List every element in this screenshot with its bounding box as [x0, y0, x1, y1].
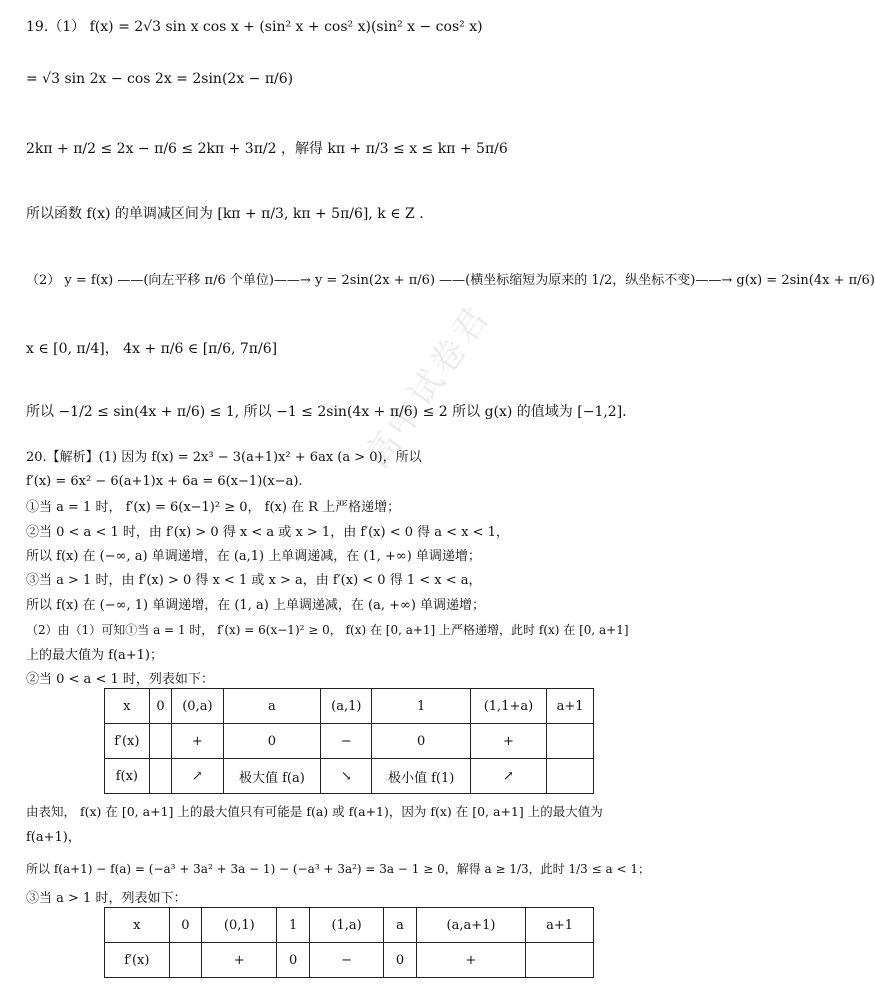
table-row — [105, 689, 594, 724]
table-cell — [547, 759, 594, 794]
table-cell: 0 — [384, 943, 417, 978]
table-row — [105, 759, 594, 794]
table-cell: 极大值 f(a) — [223, 759, 321, 794]
table-cell: x — [105, 689, 150, 724]
table-cell — [149, 759, 172, 794]
q20-difference-line: 所以 f(a+1) − f(a) = (−a³ + 3a² + 3a − 1) − (−a³ + 3a²) = 3a − 1 ≥ 0，解得 a ≥ 1/3，此时 1/3 ≤ a < 1； — [26, 862, 650, 876]
table-cell: a — [384, 908, 417, 943]
q20-case2-line: ②当 0 < a < 1 时，由 f′(x) > 0 得 x < a 或 x > 1，由 f′(x) < 0 得 a < x < 1， — [26, 525, 509, 540]
q20-fmax-line: f(a+1)， — [26, 830, 81, 845]
q20-part2-max-line: 上的最大值为 f(a+1)； — [26, 648, 164, 663]
variation-table-1 — [104, 688, 594, 794]
table-cell: (a,a+1) — [416, 908, 525, 943]
table-cell: (0,1) — [202, 908, 277, 943]
table-cell: f(x) — [105, 759, 150, 794]
table-row — [105, 908, 594, 943]
table-cell: a+1 — [526, 908, 594, 943]
table-cell: 0 — [372, 724, 470, 759]
table-cell: x — [105, 908, 170, 943]
table-cell — [526, 943, 594, 978]
table-cell: ↗ — [470, 759, 546, 794]
table-cell: (1,1+a) — [470, 689, 546, 724]
q19-range-line: 所以 −1/2 ≤ sin(4x + π/6) ≤ 1, 所以 −1 ≤ 2sin(4x + π/6) ≤ 2 所以 g(x) 的值域为 [−1,2]. — [26, 404, 627, 420]
table-cell: + — [172, 724, 223, 759]
q19-part1-line: 19.（1） f(x) = 2√3 sin x cos x + (sin² x + cos² x)(sin² x − cos² x) — [26, 19, 483, 35]
q20-case1-line: ①当 a = 1 时， f′(x) = 6(x−1)² ≥ 0， f(x) 在 R 上严格递增； — [26, 500, 401, 515]
table-cell: f′(x) — [105, 943, 170, 978]
q20-part2-line: （2）由（1）可知①当 a = 1 时， f′(x) = 6(x−1)² ≥ 0， f(x) 在 [0, a+1] 上严格递增，此时 f(x) 在 [0, a+1] — [26, 623, 629, 637]
q20-case3-monotone-line: 所以 f(x) 在 (−∞, 1) 单调递增，在 (1, a) 上单调递减，在 (a, +∞) 单调递增； — [26, 598, 486, 613]
table-row — [105, 724, 594, 759]
table-cell: 1 — [277, 908, 310, 943]
table-cell: − — [321, 724, 372, 759]
table-cell: (1,a) — [310, 908, 384, 943]
table-cell: 极小值 f(1) — [372, 759, 470, 794]
table-cell: (a,1) — [321, 689, 372, 724]
table-cell: 0 — [149, 689, 172, 724]
q19-transform-line: （2） y = f(x) ——(向左平移 π/6 个单位)——→ y = 2sin(2x + π/6) ——(横坐标缩短为原来的 1/2，纵坐标不变)——→ g(x) = 2sin(4x + π/6) — [26, 273, 875, 288]
table-cell: + — [470, 724, 546, 759]
q20-table-conclusion-line: 由表知， f(x) 在 [0, a+1] 上的最大值只有可能是 f(a) 或 f(a+1)，因为 f(x) 在 [0, a+1] 上的最大值为 — [26, 804, 603, 819]
q19-inequality-line: 2kπ + π/2 ≤ 2x − π/6 ≤ 2kπ + 3π/2 ，解得 kπ + π/3 ≤ x ≤ kπ + 5π/6 — [26, 141, 508, 157]
table-cell: a — [223, 689, 321, 724]
q20-derivative-line: f′(x) = 6x² − 6(a+1)x + 6a = 6(x−1)(x−a). — [26, 474, 303, 489]
table-cell: + — [202, 943, 277, 978]
variation-table-2 — [104, 907, 594, 978]
table-cell: f′(x) — [105, 724, 150, 759]
table-cell: ↘ — [321, 759, 372, 794]
q20-case3-table-intro: ③当 a > 1 时，列表如下： — [26, 891, 187, 906]
q19-simplify-line: = √3 sin 2x − cos 2x = 2sin(2x − π/6) — [26, 71, 294, 87]
table-cell: − — [310, 943, 384, 978]
table-cell: (0,a) — [172, 689, 223, 724]
table-cell: + — [416, 943, 525, 978]
table-cell — [149, 724, 172, 759]
q20-intro-line: 20.【解析】(1) 因为 f(x) = 2x³ − 3(a+1)x² + 6ax (a > 0)，所以 — [26, 450, 422, 465]
table-cell — [169, 943, 202, 978]
table-row — [105, 943, 594, 978]
watermark: 高中试卷君 — [356, 297, 499, 476]
q19-domain-line: x ∈ [0, π/4]， 4x + π/6 ∈ [π/6, 7π/6] — [26, 341, 278, 357]
table-cell: a+1 — [547, 689, 594, 724]
table-cell — [547, 724, 594, 759]
q19-interval-line: 所以函数 f(x) 的单调减区间为 [kπ + π/3, kπ + 5π/6], k ∈ Z . — [26, 206, 424, 222]
q20-case2-monotone-line: 所以 f(x) 在 (−∞, a) 单调递增，在 (a,1) 上单调递减，在 (1, +∞) 单调递增； — [26, 549, 481, 564]
table-cell: 0 — [223, 724, 321, 759]
table-cell: 1 — [372, 689, 470, 724]
q20-case2-table-intro: ②当 0 < a < 1 时，列表如下： — [26, 672, 214, 687]
table-cell: 0 — [277, 943, 310, 978]
q20-case3-line: ③当 a > 1 时，由 f′(x) > 0 得 x < 1 或 x > a，由 f′(x) < 0 得 1 < x < a， — [26, 573, 482, 588]
table-cell: ↗ — [172, 759, 223, 794]
table-cell: 0 — [169, 908, 202, 943]
